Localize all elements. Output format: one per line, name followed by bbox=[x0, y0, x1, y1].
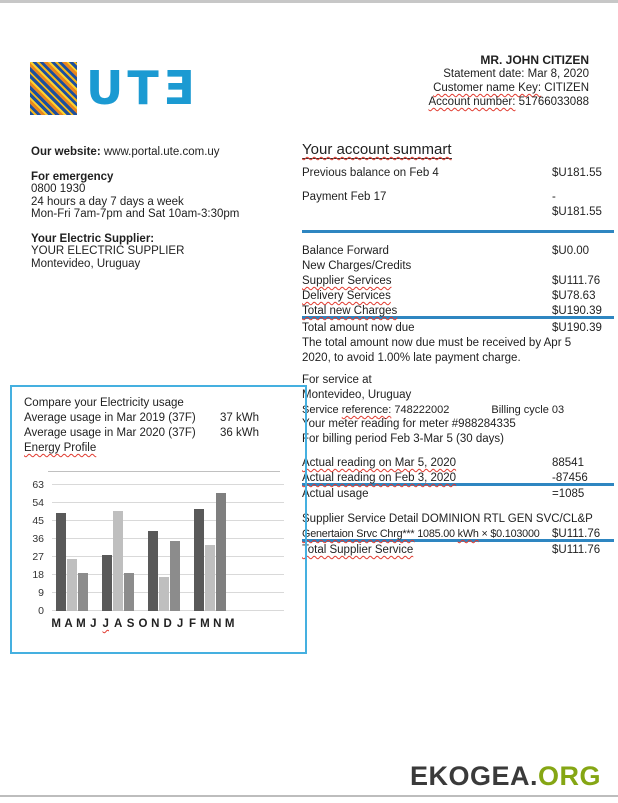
service-at-line: For service at bbox=[302, 374, 372, 386]
x-tick-label: M bbox=[51, 618, 61, 630]
supplier-services-row: Supplier Services $U111.76 bbox=[302, 275, 601, 287]
usage-bar bbox=[124, 573, 134, 611]
y-tick-label: 18 bbox=[32, 569, 44, 581]
usage-bar bbox=[216, 493, 226, 611]
x-tick-label: N bbox=[151, 618, 160, 630]
x-tick-label: O bbox=[138, 618, 148, 630]
bottom-edge-bar bbox=[0, 795, 618, 797]
contact-block bbox=[31, 146, 239, 270]
website-label: Our website: bbox=[31, 146, 101, 158]
customer-key-line bbox=[429, 81, 590, 95]
due-note-line-1: The total amount now due must be received by Apr 5 bbox=[302, 337, 572, 349]
balance-forward-row: Balance Forward $U0.00 bbox=[302, 245, 590, 257]
ekogea-brand-green: ORG bbox=[537, 761, 601, 791]
payment-row: Payment Feb 17 - $U181.55 bbox=[302, 190, 614, 220]
total-new-charges-row: Total new Charges $U190.39 bbox=[302, 305, 602, 317]
recipient-name: MR. JOHN CITIZEN bbox=[480, 53, 589, 67]
x-tick-label: J bbox=[176, 618, 184, 630]
y-tick-label: 0 bbox=[38, 605, 44, 617]
website-url: www.portal.ute.com.uy bbox=[100, 146, 220, 158]
account-summary-title: Your account summart bbox=[302, 141, 452, 158]
supplier-city: Montevideo, Uruguay bbox=[31, 257, 141, 270]
energy-profile-label: Energy Profile bbox=[24, 442, 97, 454]
y-tick-label: 27 bbox=[32, 551, 44, 563]
chart-y-axis bbox=[24, 479, 46, 617]
divider-line-1 bbox=[302, 230, 614, 233]
usage-bar bbox=[205, 545, 215, 611]
account-number-label: Account number: bbox=[428, 96, 516, 108]
usage-bar bbox=[56, 513, 66, 611]
supplier-detail-header: Supplier Service Detail DOMINION RTL GEN SVC/CL&P bbox=[302, 513, 593, 525]
x-tick-label: M bbox=[200, 618, 210, 630]
account-number-line bbox=[429, 95, 590, 109]
y-tick-label: 54 bbox=[32, 497, 44, 509]
x-tick-label: F bbox=[188, 618, 196, 630]
ekogea-brand bbox=[410, 761, 601, 792]
supplier-name: YOUR ELECTRIC SUPPLIER bbox=[31, 245, 185, 257]
ute-logo-stripes-icon bbox=[30, 62, 77, 115]
chart-gridline bbox=[52, 520, 284, 521]
meter-line: Your meter reading for meter #988284335 bbox=[302, 418, 516, 430]
x-tick-label: M bbox=[76, 618, 86, 630]
usage-box-title: Compare your Electricity usage bbox=[24, 397, 184, 409]
emergency-title: For emergency bbox=[31, 170, 114, 183]
service-reference-value: 748222002 bbox=[391, 404, 450, 416]
avg-usage-2019-row: Average usage in Mar 2019 (37F) 37 kWh bbox=[24, 412, 259, 424]
y-tick-label: 36 bbox=[32, 533, 44, 545]
y-tick-label: 45 bbox=[32, 515, 44, 527]
usage-bar bbox=[78, 573, 88, 611]
ute-logo-text: UTƎ bbox=[86, 61, 199, 115]
chart-gridline bbox=[52, 502, 284, 503]
ute-logo bbox=[30, 62, 198, 115]
chart-gridline bbox=[52, 556, 284, 557]
total-due-row: Total amount now due $U190.39 bbox=[302, 322, 602, 334]
actual-usage-row: Actual usage =1085 bbox=[302, 488, 585, 500]
service-reference-line: Service reference: 748222002 Billing cycle 03 bbox=[302, 404, 565, 416]
billing-period-line: For billing period Feb 3-Mar 5 (30 days) bbox=[302, 433, 504, 445]
service-reference-label: reference: bbox=[341, 404, 392, 416]
reading-new-row: Actual reading on Mar 5, 2020 88541 bbox=[302, 457, 584, 469]
x-tick-label: J bbox=[102, 618, 109, 630]
emergency-hours-1: 24 hours a day 7 days a week bbox=[31, 195, 184, 208]
chart-x-axis bbox=[50, 617, 305, 632]
previous-balance-row: Previous balance on Feb 4 $U181.55 bbox=[302, 167, 602, 179]
avg-usage-2020-row: Average usage in Mar 2020 (37F) 36 kWh bbox=[24, 427, 259, 439]
top-edge-bar bbox=[0, 0, 618, 3]
total-supplier-service-row: Total Supplier Service $U111.76 bbox=[302, 544, 601, 556]
reading-old-row: Actual reading on Feb 3, 2020 -87456 bbox=[302, 472, 588, 484]
website-line bbox=[31, 146, 239, 159]
x-tick-label: J bbox=[90, 618, 97, 630]
usage-bar bbox=[148, 531, 158, 611]
x-tick-label: A bbox=[113, 618, 123, 630]
y-tick-label: 63 bbox=[32, 479, 44, 491]
payment-minus: - bbox=[552, 191, 556, 203]
x-tick-label: N bbox=[213, 618, 222, 630]
delivery-services-row: Delivery Services $U78.63 bbox=[302, 290, 596, 302]
ekogea-brand-dark: EKOGEA. bbox=[409, 761, 538, 791]
electricity-usage-box bbox=[10, 385, 307, 654]
usage-bar bbox=[113, 511, 123, 611]
y-tick-label: 9 bbox=[38, 587, 44, 599]
x-tick-label: S bbox=[126, 618, 135, 630]
payment-amount: $U181.55 bbox=[552, 206, 602, 218]
customer-key-label: Customer name Key: bbox=[433, 82, 542, 94]
customer-key-value: CITIZEN bbox=[541, 82, 589, 94]
billing-cycle: Billing cycle 03 bbox=[491, 404, 565, 416]
usage-bar bbox=[102, 555, 112, 611]
usage-bar bbox=[170, 541, 180, 611]
emergency-hours-2: Mon-Fri 7am-7pm and Sat 10am-3:30pm bbox=[31, 208, 240, 220]
usage-bar bbox=[159, 577, 169, 611]
chart-gridline bbox=[52, 484, 284, 485]
chart-top-rule bbox=[48, 471, 280, 472]
chart-gridline bbox=[52, 538, 284, 539]
statement-date: Statement date: Mar 8, 2020 bbox=[443, 68, 589, 80]
service-city: Montevideo, Uruguay bbox=[302, 389, 412, 401]
statement-header bbox=[429, 53, 590, 109]
x-tick-label: D bbox=[163, 618, 172, 630]
x-tick-label: A bbox=[64, 618, 73, 630]
chart-plot bbox=[52, 485, 284, 611]
x-tick-label: M bbox=[224, 618, 235, 630]
due-note-line-2: 2020, to avoid 1.00% late payment charge. bbox=[302, 352, 521, 364]
emergency-phone: 0800 1930 bbox=[31, 183, 86, 195]
supplier-title: Your Electric Supplier: bbox=[31, 232, 155, 245]
usage-bar bbox=[67, 559, 77, 611]
account-summary-column bbox=[302, 141, 614, 558]
new-charges-header: New Charges/Credits bbox=[302, 260, 412, 272]
account-number-value: 51766033088 bbox=[515, 96, 589, 108]
usage-bar bbox=[194, 509, 204, 611]
generation-charge-row: Genertaion Srvc Chrg*** 1085.00 kWh × $0.103000 $U111.76 bbox=[302, 528, 601, 540]
energy-profile-chart bbox=[24, 479, 305, 617]
